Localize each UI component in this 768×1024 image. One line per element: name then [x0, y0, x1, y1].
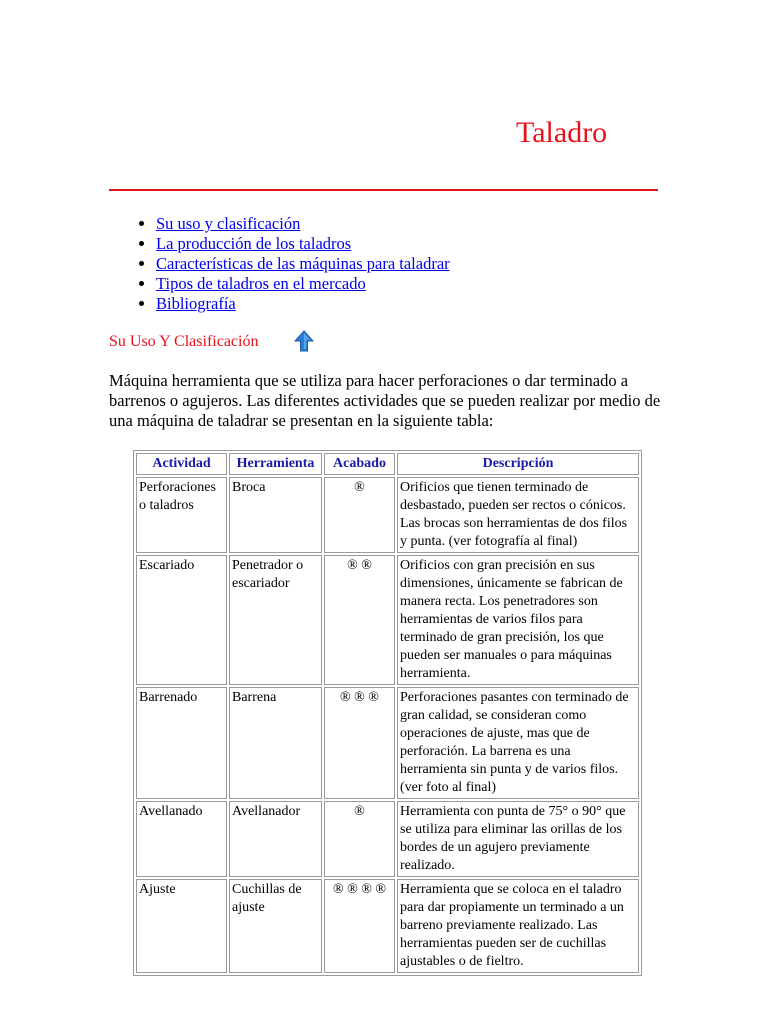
- cell-actividad: Barrenado: [136, 687, 227, 799]
- cell-acabado: ®: [324, 801, 395, 877]
- header-descripcion: Descripción: [397, 453, 639, 475]
- cell-descripcion: Perforaciones pasantes con terminado de gran calidad, se consideran como operaciones de ajuste, mas que de perforación. La barrena es una herramienta sin punta y de varios filos. (ver foto al final): [397, 687, 639, 799]
- table-of-contents: [131, 214, 450, 314]
- cell-herramienta: Broca: [229, 477, 322, 553]
- toc-link-bibliografia[interactable]: Bibliografía: [156, 294, 236, 313]
- table-row: [136, 687, 639, 799]
- table-row: [136, 801, 639, 877]
- cell-actividad: Avellanado: [136, 801, 227, 877]
- toc-item: [156, 254, 450, 274]
- cell-descripcion: Orificios que tienen terminado de desbastado, pueden ser rectos o cónicos. Las brocas son herramientas de dos filos y punta. (ver fotografía al final): [397, 477, 639, 553]
- up-arrow-icon[interactable]: [294, 330, 314, 352]
- table-row: [136, 477, 639, 553]
- intro-paragraph: Máquina herramienta que se utiliza para hacer perforaciones o dar terminado a barrenos o agujeros. Las diferentes actividades que se pueden realizar por medio de una máquina de taladrar se presentan en la siguiente tabla:: [109, 371, 661, 430]
- cell-herramienta: Penetrador o escariador: [229, 555, 322, 685]
- toc-item: [156, 274, 450, 294]
- toc-item: [156, 214, 450, 234]
- cell-actividad: Escariado: [136, 555, 227, 685]
- header-actividad: Actividad: [136, 453, 227, 475]
- table-header-row: [136, 453, 639, 475]
- title-divider: [109, 189, 658, 191]
- cell-descripcion: Herramienta que se coloca en el taladro para dar propiamente un terminado a un barreno previamente realizado. Las herramientas pueden ser de cuchillas ajustables o de fieltro.: [397, 879, 639, 973]
- toc-link-uso[interactable]: Su uso y clasificación: [156, 214, 301, 233]
- toc-link-tipos[interactable]: Tipos de taladros en el mercado: [156, 274, 366, 293]
- header-herramienta: Herramienta: [229, 453, 322, 475]
- cell-acabado: ®: [324, 477, 395, 553]
- activities-table-wrapper: [133, 450, 642, 976]
- table-row: [136, 555, 639, 685]
- cell-actividad: Ajuste: [136, 879, 227, 973]
- cell-herramienta: Cuchillas de ajuste: [229, 879, 322, 973]
- table-row: [136, 879, 639, 973]
- toc-link-produccion[interactable]: La producción de los taladros: [156, 234, 352, 253]
- cell-acabado: ® ® ®: [324, 687, 395, 799]
- cell-descripcion: Herramienta con punta de 75° o 90° que se utiliza para eliminar las orillas de los bordes de un agujero previamente realizado.: [397, 801, 639, 877]
- cell-herramienta: Barrena: [229, 687, 322, 799]
- cell-acabado: ® ®: [324, 555, 395, 685]
- cell-herramienta: Avellanador: [229, 801, 322, 877]
- toc-item: [156, 294, 450, 314]
- cell-actividad: Perforaciones o taladros: [136, 477, 227, 553]
- activities-table: [133, 450, 642, 976]
- toc-link-caracteristicas[interactable]: Características de las máquinas para taladrar: [156, 254, 450, 273]
- header-acabado: Acabado: [324, 453, 395, 475]
- section-heading: Su Uso Y Clasificación: [109, 333, 259, 350]
- page-title: Taladro: [516, 116, 608, 149]
- toc-item: [156, 234, 450, 254]
- cell-descripcion: Orificios con gran precisión en sus dimensiones, únicamente se fabrican de manera recta. Los penetradores son herramientas de varios filos para terminado de gran precisión, los que pueden ser manuales o para máquinas herramienta.: [397, 555, 639, 685]
- cell-acabado: ® ® ® ®: [324, 879, 395, 973]
